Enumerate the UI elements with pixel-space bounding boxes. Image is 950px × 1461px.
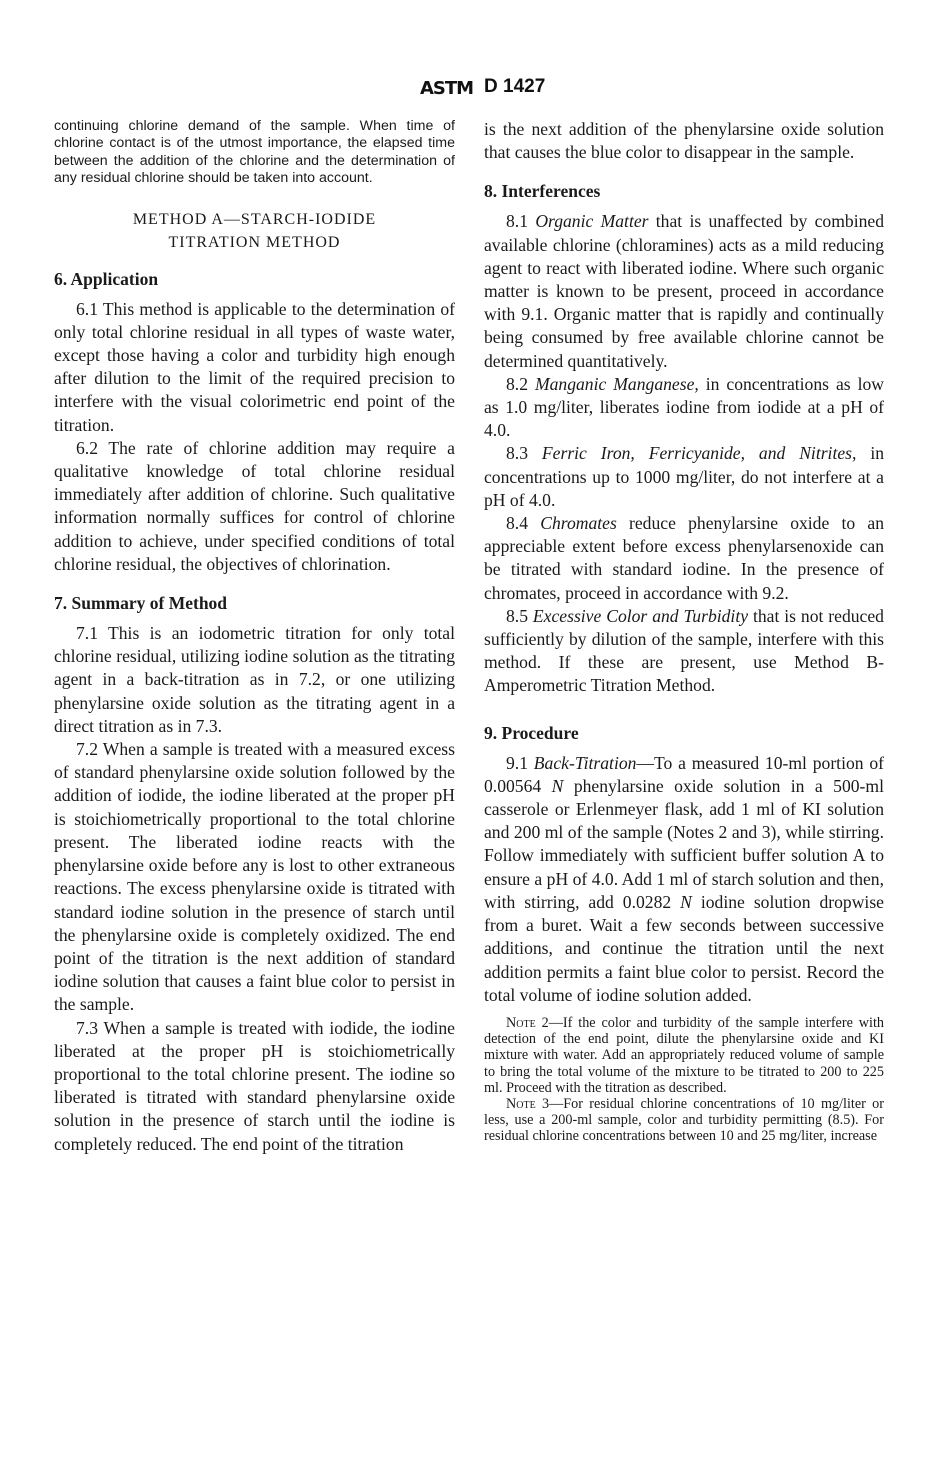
note-3: Note 3—For residual chlorine concentrations of 10 mg/liter or less, use a 200-ml sample, color and turbidity permitting (8.5). For residual chlorine concentrations between 10 and 25 mg/liter, increase (484, 1095, 885, 1145)
section-6-heading: 6. Application (54, 268, 159, 289)
method-title-line-1: METHOD A—STARCH-IODIDE (132, 210, 377, 228)
section-8-heading: 8. Interferences (484, 181, 601, 202)
paragraph-8-2: 8.2 Manganic Manganese, in concentrations as low as 1.0 mg/liter, liberates iodine from iodide at a pH of 4.0. (484, 373, 884, 441)
term-organic-matter: Organic Matter (535, 211, 649, 232)
paragraph-8-3: 8.3 Ferric Iron, Ferricyanide, and Nitrites, in concentrations up to 1000 mg/liter, do not interfere at a pH of 4.0. (484, 443, 884, 510)
term-back-titration: Back-Titration (533, 752, 637, 773)
term-chromates: Chromates (540, 513, 617, 534)
right-column (484, 118, 884, 1145)
term-manganic-manganese: Manganic Manganese, (534, 373, 699, 394)
page-header (0, 76, 950, 106)
note-2: Note 2—If the color and turbidity of the sample interfere with detection of the end point, dilute the phenylarsine oxide and KI mixture with water. Add an appropriately reduced volume of sample to bring the total volume of the mixture to be titrated to 200 to 225 ml. Proceed with the titration as described. (484, 1014, 885, 1096)
paragraph-7-2: 7.2 When a sample is treated with a measured excess of standard phenylarsine oxide solution followed by the addition of iodide, the iodine liberated at the proper pH is stoichiometrically proportional to the total chlorine present. The liberated iodine reacts with the phenylarsine oxide before any is lost to other extraneous reactions. The excess phenylarsine oxide is titrated with standard iodine solution in the presence of starch until the phenylarsine oxide is completely oxidized. The end point of the titration is the next addition of standard iodine solution that causes a faint blue color to persist in the sample. (54, 739, 455, 1015)
continued-paragraph: is the next addition of the phenylarsine oxide solution that causes the blue color to disappear in the sample. (484, 119, 884, 163)
note-3-label: Note 3 (506, 1095, 550, 1112)
paragraph-8-1: 8.1 Organic Matter that is unaffected by combined available chlorine (chloramines) acts as a mild reducing agent to react with liberated iodine. Where such organic matter is known to be present, proceed in accordance with 9.1. Organic matter that is rapidly and continually being consumed by free available chlorine cannot be determined quantitatively. (484, 211, 884, 371)
term-ferric-iron: Ferric Iron, Ferricyanide, and Nitrites, (541, 443, 857, 464)
method-title (54, 208, 455, 254)
left-column (54, 118, 455, 1156)
term-excessive-color: Excessive Color and Turbidity (532, 605, 749, 626)
paragraph-7-3: 7.3 When a sample is treated with iodide, the iodine liberated at the proper pH is stoichiometrically proportional to the total chlorine present. The iodine so liberated is titrated with standard phenylarsine oxide solution in the presence of starch until the iodine is completely reduced. The end point of the titration (54, 1017, 455, 1154)
note-2-label: Note 2 (506, 1014, 549, 1031)
section-9-heading: 9. Procedure (484, 722, 579, 743)
intro-paragraph: continuing chlorine demand of the sample. When time of chlorine contact is of the utmost importance, the elapsed time between the addition of the chlorine and the determination of any residual chlorine should be taken into account. (54, 118, 455, 187)
paragraph-8-4: 8.4 Chromates reduce phenylarsine oxide to an appreciable extent before excess phenylarsenoxide can be titrated with standard iodine. In the presence of chromates, proceed in accordance with 9.2. (484, 513, 884, 603)
paragraph-6-2: 6.2 The rate of chlorine addition may require a qualitative knowledge of total chlorine residual immediately after addition of chlorine. Such qualitative information normally suffices for control of chlorine addition to achieve, under specified conditions of total chlorine residual, the objectives of chlorination. (54, 437, 455, 574)
document-number: D 1427 (484, 76, 546, 97)
paragraph-8-5: 8.5 Excessive Color and Turbidity that is not reduced sufficiently by dilution of the sample, interfere with this method. If these are present, use Method B-Amperometric Titration Method. (484, 605, 884, 696)
paragraph-7-1: 7.1 This is an iodometric titration for only total chlorine residual, utilizing iodine solution as the titrating agent in a back-titration as in 7.2, or one utilizing phenylarsine oxide solution as the titrating agent in a direct titration as in 7.3. (54, 623, 455, 736)
method-title-line-2: TITRATION METHOD (168, 233, 341, 251)
paragraph-6-1: 6.1 This method is applicable to the determination of only total chlorine residual in all types of waste water, except those having a color and turbidity high enough after dilution to the limit of the required precision to interfere with the visual colorimetric end point of the titration. (54, 298, 455, 435)
astm-logo-icon: ASTM (420, 78, 474, 99)
section-7-heading: 7. Summary of Method (54, 593, 228, 614)
paragraph-9-1: 9.1 Back-Titration—To a measured 10-ml portion of 0.00564 N phenylarsine oxide solution in a 500-ml casserole or Erlenmeyer flask, add 1 ml of KI solution and 200 ml of the sample (Notes 2 and 3), while stirring. Follow immediately with sufficient buffer solution A to ensure a pH of 4.0. Add 1 ml of starch solution and then, with stirring, add 0.0282 N iodine solution dropwise from a buret. Wait a few seconds between successive additions, and continue the titration until the next addition permits a faint blue color to persist. Record the total volume of iodine solution added. (484, 752, 884, 1005)
